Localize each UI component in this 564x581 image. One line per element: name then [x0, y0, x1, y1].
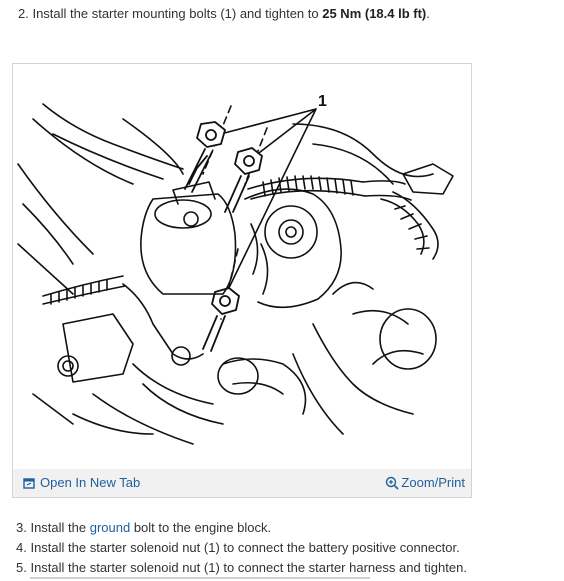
- step-2-text: 2. Install the starter mounting bolts (1) and tighten to: [18, 6, 323, 21]
- step-3-suffix: bolt to the engine block.: [130, 520, 272, 535]
- open-in-new-tab-link[interactable]: [23, 475, 140, 490]
- step-2-instruction: [18, 5, 430, 23]
- zoom-print-link[interactable]: [385, 475, 465, 490]
- figure-toolbar: [13, 469, 471, 497]
- step-5: 5. Install the starter solenoid nut (1) to connect the starter harness and tighten.: [16, 560, 467, 575]
- zoom-in-icon: [385, 476, 399, 490]
- open-in-new-tab-icon: [23, 477, 35, 489]
- step-4: 4. Install the starter solenoid nut (1) to connect the battery positive connector.: [16, 540, 460, 555]
- open-in-new-tab-label: Open In New Tab: [40, 475, 141, 490]
- step-2-suffix: .: [426, 6, 430, 21]
- callout-label: 1: [318, 93, 327, 110]
- mounting-bolt-top-right: [225, 148, 262, 212]
- starter-motor-illustration: [13, 64, 471, 469]
- step-3: [16, 518, 467, 538]
- ground-link[interactable]: ground: [89, 520, 131, 535]
- zoom-print-label: Zoom/Print: [401, 475, 465, 490]
- instruction-steps: [16, 518, 467, 578]
- step-2-torque: 25 Nm (18.4 lb ft): [322, 6, 427, 21]
- starter-illustration-figure: [12, 63, 472, 498]
- scrollbar-hint: [30, 577, 370, 579]
- step-3-text: 3. Install the: [16, 520, 90, 535]
- mounting-bolt-top-left: [185, 122, 225, 192]
